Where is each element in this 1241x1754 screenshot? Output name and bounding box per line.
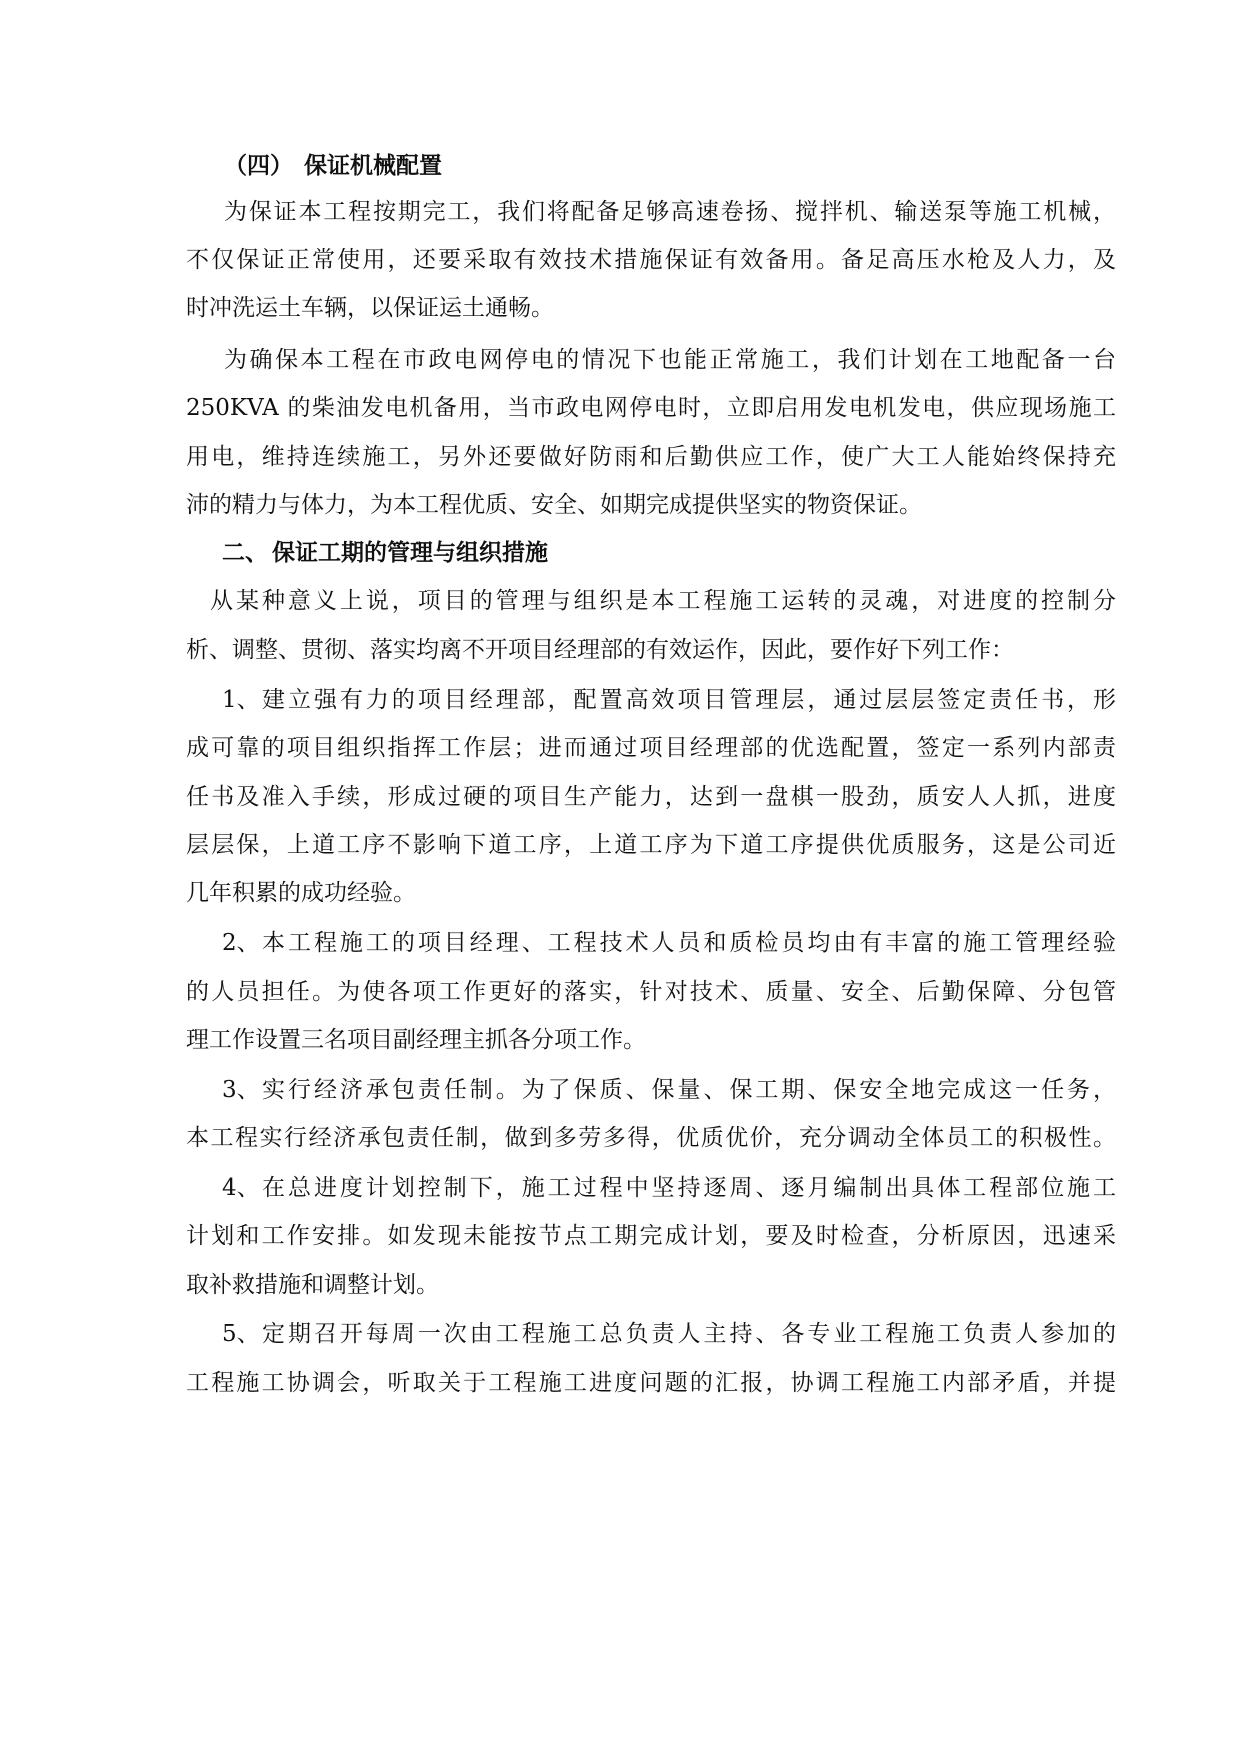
paragraph-line: 为确保本工程在市政电网停电的情况下也能正常施工，我们计划在工地配备一台	[224, 347, 1116, 373]
section-4-heading-number: （四）	[224, 152, 293, 179]
list-item-line: 建立强有力的项目经理部，配置高效项目管理层，通过层层签定责任书，形	[262, 687, 1116, 713]
list-item-line: 实行经济承包责任制。为了保质、保量、保工期、保安全地完成这一任务，	[262, 1077, 1116, 1103]
list-item-line: 取补救措施和调整计划。	[186, 1272, 439, 1298]
list-item-line: 在总进度计划控制下，施工过程中坚持逐周、逐月编制出具体工程部位施工	[262, 1175, 1116, 1201]
list-item-line: 工程施工协调会，听取关于工程施工进度问题的汇报，协调工程施工内部矛盾，并提	[186, 1370, 1116, 1396]
section-2-heading-number: 二、	[222, 539, 268, 566]
paragraph-line: 析、调整、贯彻、落实均离不开项目经理部的有效运作，因此，要作好下列工作：	[186, 637, 1014, 663]
paragraph-line: 用电，维持连续施工，另外还要做好防雨和后勤供应工作，使广大工人能始终保持充	[186, 444, 1116, 470]
paragraph-line: 时冲洗运土车辆，以保证运土通畅。	[186, 295, 554, 321]
list-item-line: 计划和工作安排。如发现未能按节点工期完成计划，要及时检查，分析原因，迅速采	[186, 1223, 1116, 1249]
paragraph-line: 不仅保证正常使用，还要采取有效技术措施保证有效备用。备足高压水枪及人力，及	[186, 247, 1116, 273]
list-item-line: 本工程实行经济承包责任制，做到多劳多得，优质优价，充分调动全体员工的积极性。	[186, 1125, 1116, 1151]
section-4-heading-title: 保证机械配置	[304, 152, 442, 179]
list-item-line: 任书及准入手续，形成过硬的项目生产能力，达到一盘棋一股劲，质安人人抓，进度	[186, 784, 1116, 810]
list-item-number: 5、	[222, 1321, 260, 1347]
paragraph-line: 为保证本工程按期完工，我们将配备足够高速卷扬、搅拌机、输送泵等施工机械，	[224, 199, 1116, 225]
paragraph-line: 沛的精力与体力，为本工程优质、安全、如期完成提供坚实的物资保证。	[186, 492, 922, 518]
list-item-line: 的人员担任。为使各项工作更好的落实，针对技术、质量、安全、后勤保障、分包管	[186, 979, 1116, 1005]
list-item-line: 成可靠的项目组织指挥工作层；进而通过项目经理部的优选配置，签定一系列内部责	[186, 735, 1116, 761]
section-2-heading-title: 保证工期的管理与组织措施	[272, 539, 548, 566]
list-item-line: 层层保，上道工序不影响下道工序，上道工序为下道工序提供优质服务，这是公司近	[186, 832, 1116, 858]
paragraph-line: 从某种意义上说，项目的管理与组织是本工程施工运转的灵魂，对进度的控制分	[210, 588, 1116, 614]
list-item-number: 2、	[222, 930, 260, 956]
list-item-line: 本工程施工的项目经理、工程技术人员和质检员均由有丰富的施工管理经验	[262, 930, 1116, 956]
list-item-line: 理工作设置三名项目副经理主抓各分项工作。	[186, 1027, 646, 1053]
list-item-number: 1、	[222, 687, 260, 713]
paragraph-line: 250KVA 的柴油发电机备用，当市政电网停电时，立即启用发电机发电，供应现场施工	[186, 395, 1116, 421]
list-item-number: 3、	[222, 1077, 260, 1103]
list-item-number: 4、	[222, 1175, 260, 1201]
list-item-line: 定期召开每周一次由工程施工总负责人主持、各专业工程施工负责人参加的	[262, 1321, 1116, 1347]
list-item-line: 几年积累的成功经验。	[186, 880, 416, 906]
